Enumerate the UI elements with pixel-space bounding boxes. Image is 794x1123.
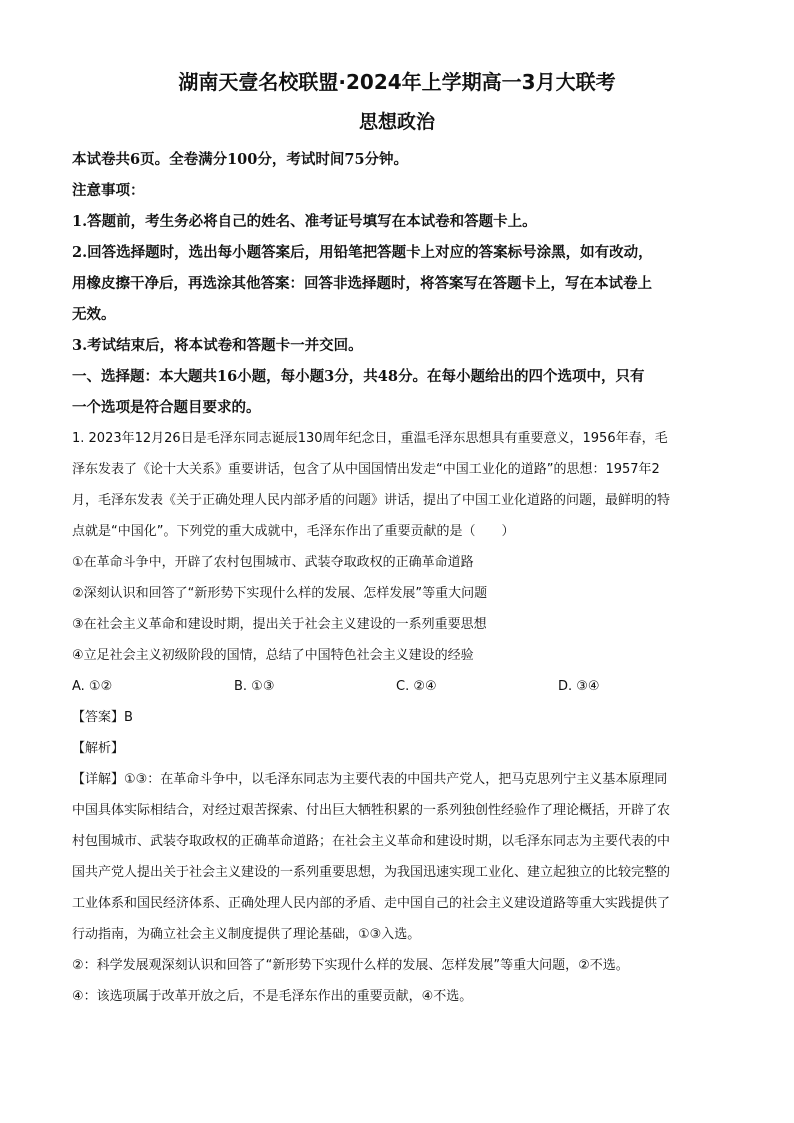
option-a: A. ①② bbox=[72, 679, 113, 694]
notice-item: 2.回答选择题时，选出每小题答案后，用铅笔把答题卡上对应的答案标号涂黑，如有改动， bbox=[72, 244, 653, 261]
question-stem: 1. 2023年12月26日是毛泽东同志诞辰130周年纪念日，重温毛泽东思想具有重要意义，1956年春，毛 bbox=[72, 431, 668, 446]
exam-intro: 本试卷共6页。全卷满分100分，考试时间75分钟。 bbox=[72, 151, 409, 168]
analysis-line: 中国具体实际相结合，对经过艰苦探索、付出巨大牺牲积累的一系列独创性经验作了理论概括，开辟了农 bbox=[72, 803, 671, 818]
notice-item: 3.考试结束后，将本试卷和答题卡一并交回。 bbox=[72, 337, 363, 354]
notice-item: 1.答题前，考生务必将自己的姓名、准考证号填写在本试卷和答题卡上。 bbox=[72, 213, 537, 230]
question-statement: ④立足社会主义初级阶段的国情，总结了中国特色社会主义建设的经验 bbox=[72, 648, 474, 663]
answer-line: 【答案】B bbox=[72, 710, 133, 725]
notice-item: 用橡皮擦干净后，再选涂其他答案：回答非选择题时，将答案写在答题卡上，写在本试卷上 bbox=[72, 275, 652, 292]
exam-page bbox=[72, 64, 722, 1012]
section-heading-cont: 一个选项是符合题目要求的。 bbox=[72, 399, 261, 416]
analysis-line: 国共产党人提出关于社会主义建设的一系列重要思想，为我国迅速实现工业化、建立起独立的比较完整的 bbox=[72, 865, 671, 880]
section-heading: 一、选择题：本大题共16小题，每小题3分，共48分。在每小题给出的四个选项中，只有 bbox=[72, 368, 645, 385]
analysis-line: 工业体系和国民经济体系、正确处理人民内部的矛盾、走中国自己的社会主义建设道路等重大实践提供了 bbox=[72, 896, 671, 911]
subject-title: 思想政治 bbox=[358, 111, 435, 133]
analysis-line: 行动指南，为确立社会主义制度提供了理论基础，①③入选。 bbox=[72, 927, 421, 942]
question-stem: 月，毛泽东发表《关于正确处理人民内部矛盾的问题》讲话，提出了中国工业化道路的问题，最鲜明的特 bbox=[72, 493, 671, 508]
analysis-line: 【详解】①③：在革命斗争中，以毛泽东同志为主要代表的中国共产党人，把马克思列宁主义基本原理同 bbox=[72, 772, 668, 787]
question-stem: 点就是“中国化”。下列党的重大成就中，毛泽东作出了重要贡献的是（ ） bbox=[72, 524, 515, 539]
notice-heading: 注意事项： bbox=[72, 182, 145, 199]
analysis-line: ②：科学发展观深刻认识和回答了“新形势下实现什么样的发展、怎样发展”等重大问题，②不选。 bbox=[72, 958, 629, 973]
analysis-line: ④：该选项属于改革开放之后，不是毛泽东作出的重要贡献，④不选。 bbox=[72, 989, 473, 1004]
notice-item: 无效。 bbox=[72, 306, 116, 323]
answer-options bbox=[72, 671, 722, 702]
option-c: C. ②④ bbox=[396, 679, 437, 694]
analysis-line: 村包围城市、武装夺取政权的正确革命道路；在社会主义革命和建设时期，以毛泽东同志为主要代表的中 bbox=[72, 834, 671, 849]
option-b: B. ①③ bbox=[234, 679, 275, 694]
question-statement: ③在社会主义革命和建设时期，提出关于社会主义建设的一系列重要思想 bbox=[72, 617, 487, 632]
question-statement: ①在革命斗争中，开辟了农村包围城市、武装夺取政权的正确革命道路 bbox=[72, 555, 474, 570]
option-d: D. ③④ bbox=[558, 679, 600, 694]
question-stem: 泽东发表了《论十大关系》重要讲话，包含了从中国国情出发走“中国工业化的道路”的思想：1957年2 bbox=[72, 462, 660, 477]
question-statement: ②深刻认识和回答了“新形势下实现什么样的发展、怎样发展”等重大问题 bbox=[72, 586, 488, 601]
exam-title: 湖南天壹名校联盟·2024年上学期高一3月大联考 bbox=[178, 70, 616, 94]
analysis-heading: 【解析】 bbox=[72, 741, 125, 756]
